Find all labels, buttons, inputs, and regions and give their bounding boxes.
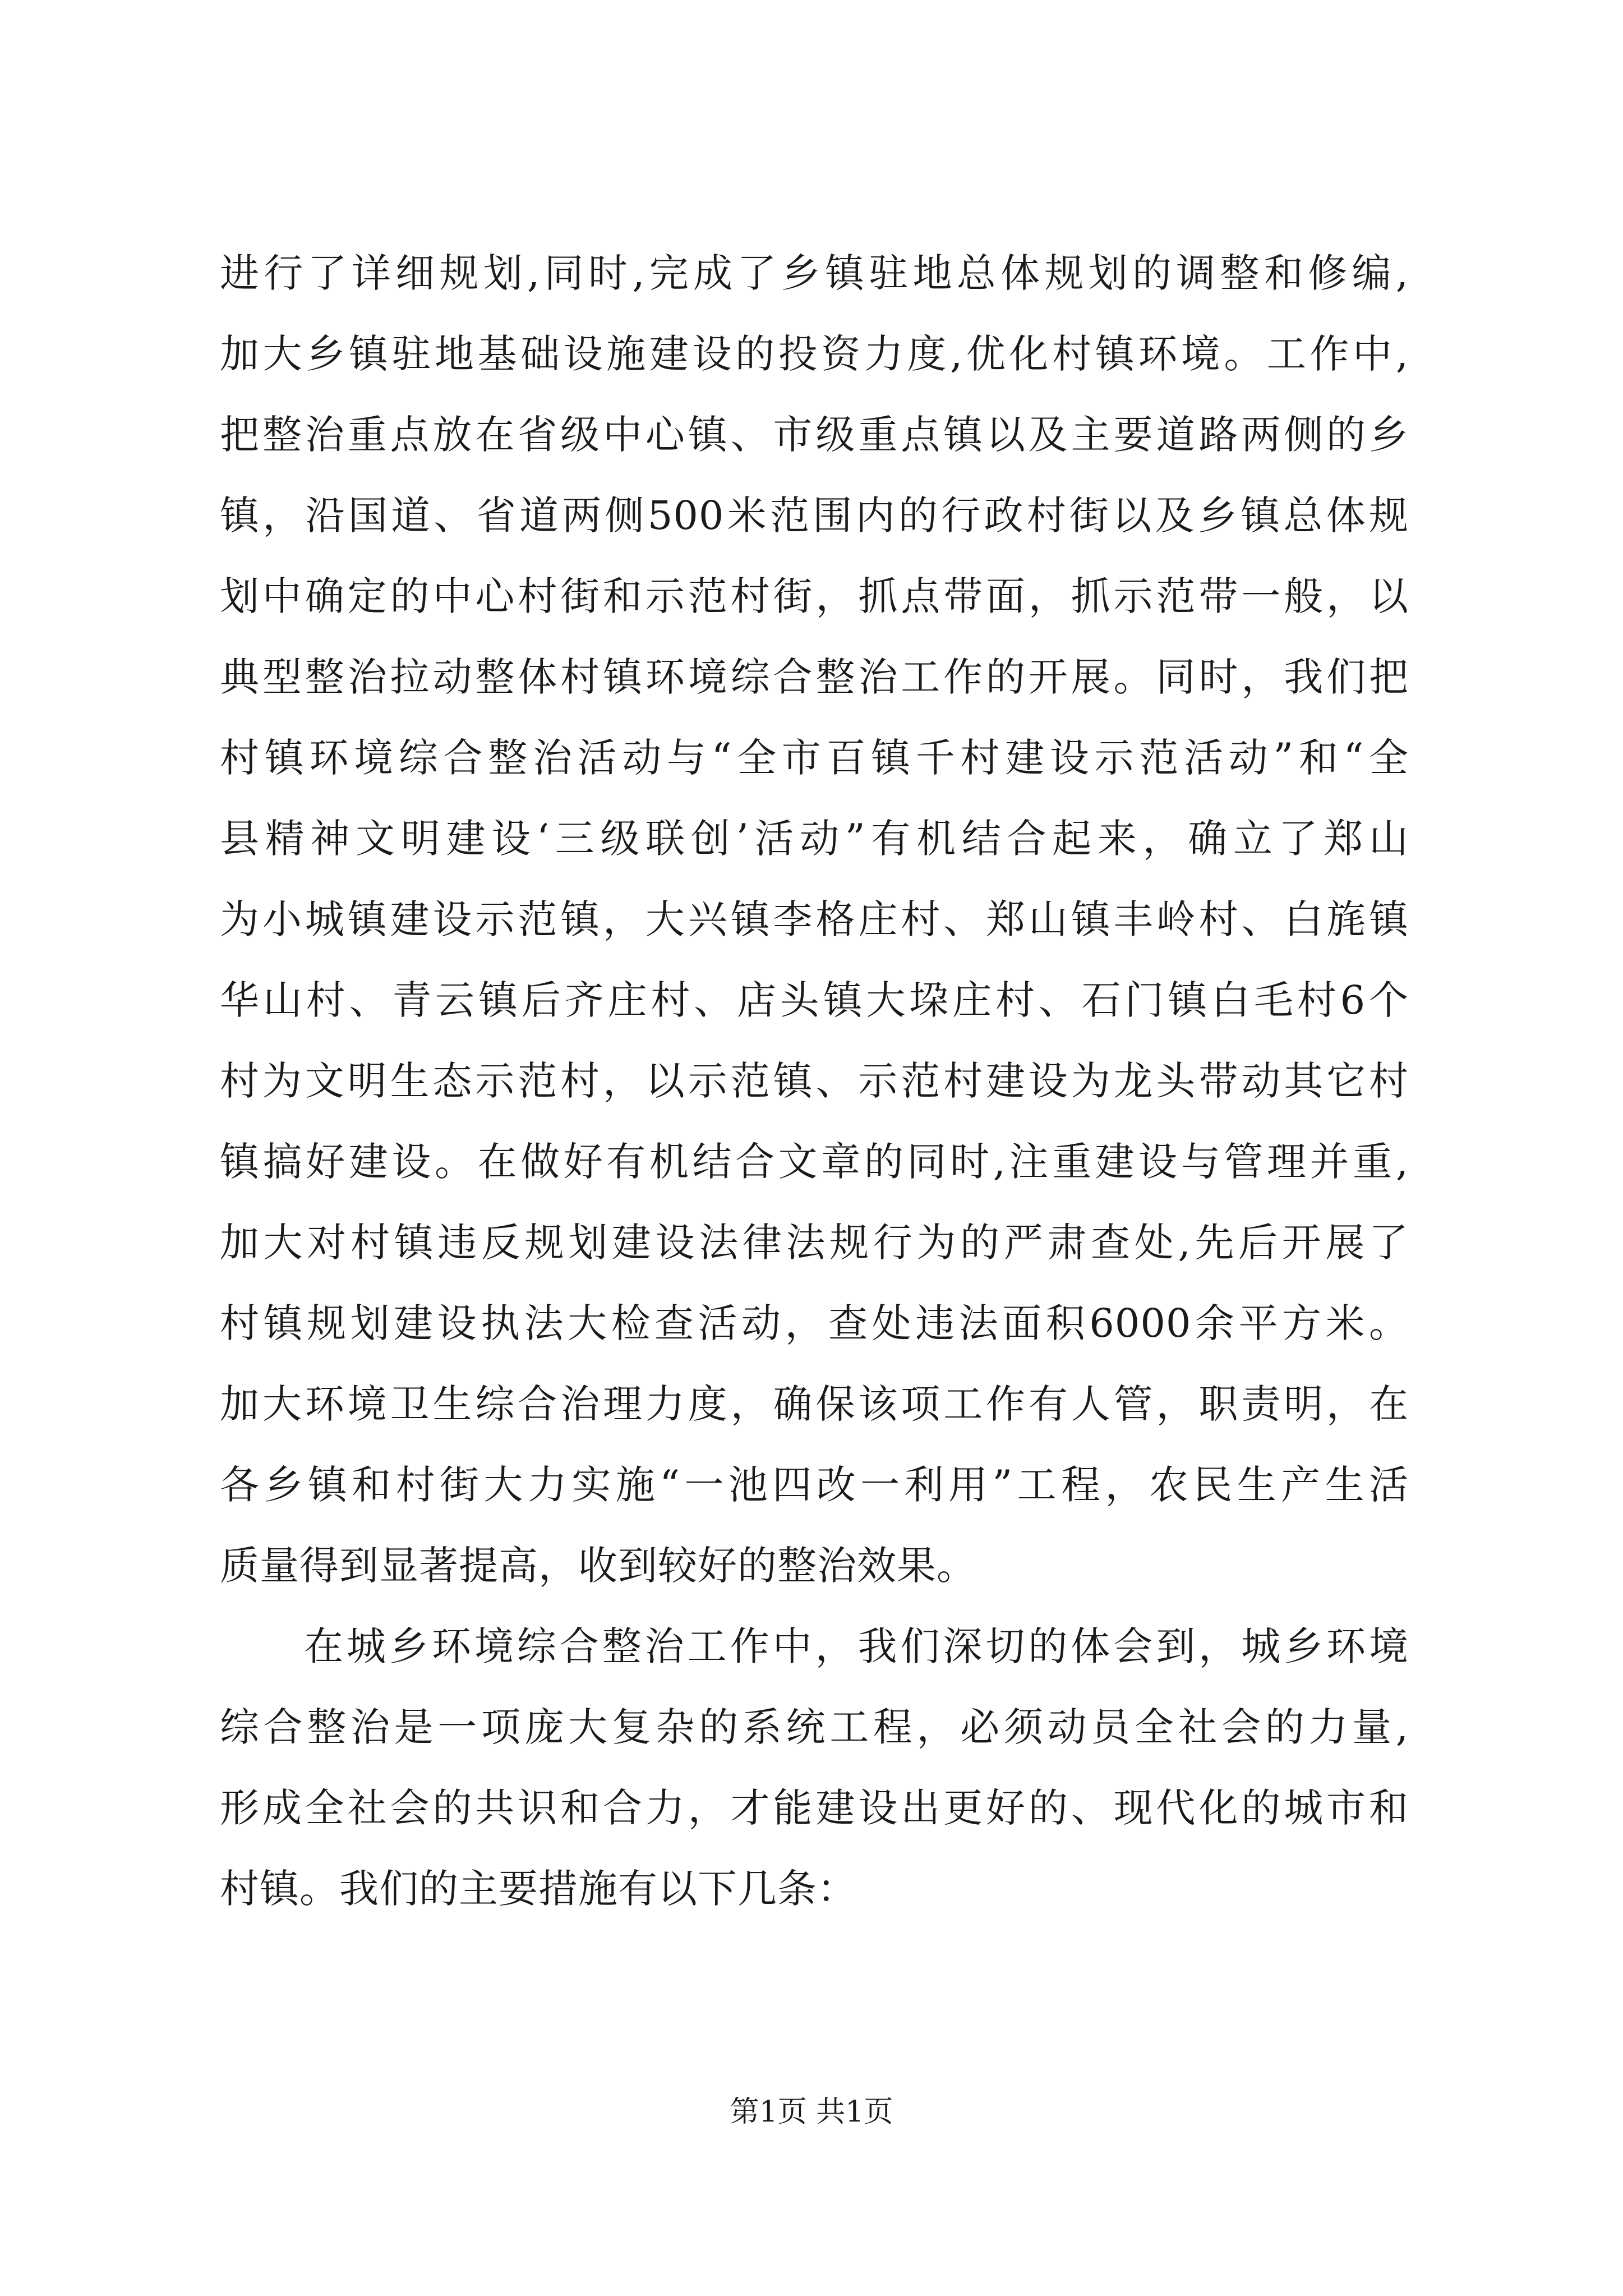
text-line: 典型整治拉动整体村镇环境综合整治工作的开展。同时，我们把 xyxy=(220,654,1409,700)
text-line: 划中确定的中心村街和示范村街，抓点带面，抓示范带一般，以 xyxy=(220,573,1409,619)
document-body xyxy=(220,233,1409,1929)
text-line: 为小城镇建设示范镇，大兴镇李格庄村、郑山镇丰岭村、白旄镇 xyxy=(220,896,1409,942)
text-line: 各乡镇和村街大力实施“一池四改一利用”工程，农民生产生活 xyxy=(220,1462,1409,1508)
text-line: 形成全社会的共识和合力，才能建设出更好的、现代化的城市和 xyxy=(220,1785,1409,1831)
text-line: 村镇规划建设执法大检查活动，查处违法面积6000余平方米。 xyxy=(220,1300,1409,1346)
text-line: 村为文明生态示范村，以示范镇、示范村建设为龙头带动其它村 xyxy=(220,1058,1409,1104)
text-line: 华山村、青云镇后齐庄村、店头镇大垜庄村、石门镇白毛村6个 xyxy=(220,977,1409,1023)
text-line: 村镇环境综合整治活动与“全市百镇千村建设示范活动”和“全 xyxy=(220,735,1409,781)
text-line: 加大环境卫生综合治理力度，确保该项工作有人管，职责明，在 xyxy=(220,1381,1409,1427)
text-line: 综合整治是一项庞大复杂的系统工程，必须动员全社会的力量, xyxy=(220,1704,1409,1750)
text-line: 县精神文明建设‘三级联创’活动”有机结合起来，确立了郑山 xyxy=(220,816,1409,862)
text-line: 把整治重点放在省级中心镇、市级重点镇以及主要道路两侧的乡 xyxy=(220,412,1409,458)
text-line: 村镇。我们的主要措施有以下几条： xyxy=(220,1866,857,1912)
text-line: 镇搞好建设。在做好有机结合文章的同时,注重建设与管理并重, xyxy=(220,1139,1409,1185)
paragraph-first-line: 在城乡环境综合整治工作中，我们深切的体会到，城乡环境 xyxy=(304,1623,1409,1669)
page-number-footer: 第1页 共1页 xyxy=(730,2095,893,2129)
text-line: 加大对村镇违反规划建设法律法规行为的严肃查处,先后开展了 xyxy=(220,1220,1409,1266)
text-line: 质量得到显著提高，收到较好的整治效果。 xyxy=(220,1543,976,1589)
text-line: 镇，沿国道、省道两侧500米范围内的行政村街以及乡镇总体规 xyxy=(220,493,1409,539)
text-line: 进行了详细规划,同时,完成了乡镇驻地总体规划的调整和修编, xyxy=(220,250,1409,296)
text-line: 加大乡镇驻地基础设施建设的投资力度,优化村镇环境。工作中, xyxy=(220,331,1409,377)
